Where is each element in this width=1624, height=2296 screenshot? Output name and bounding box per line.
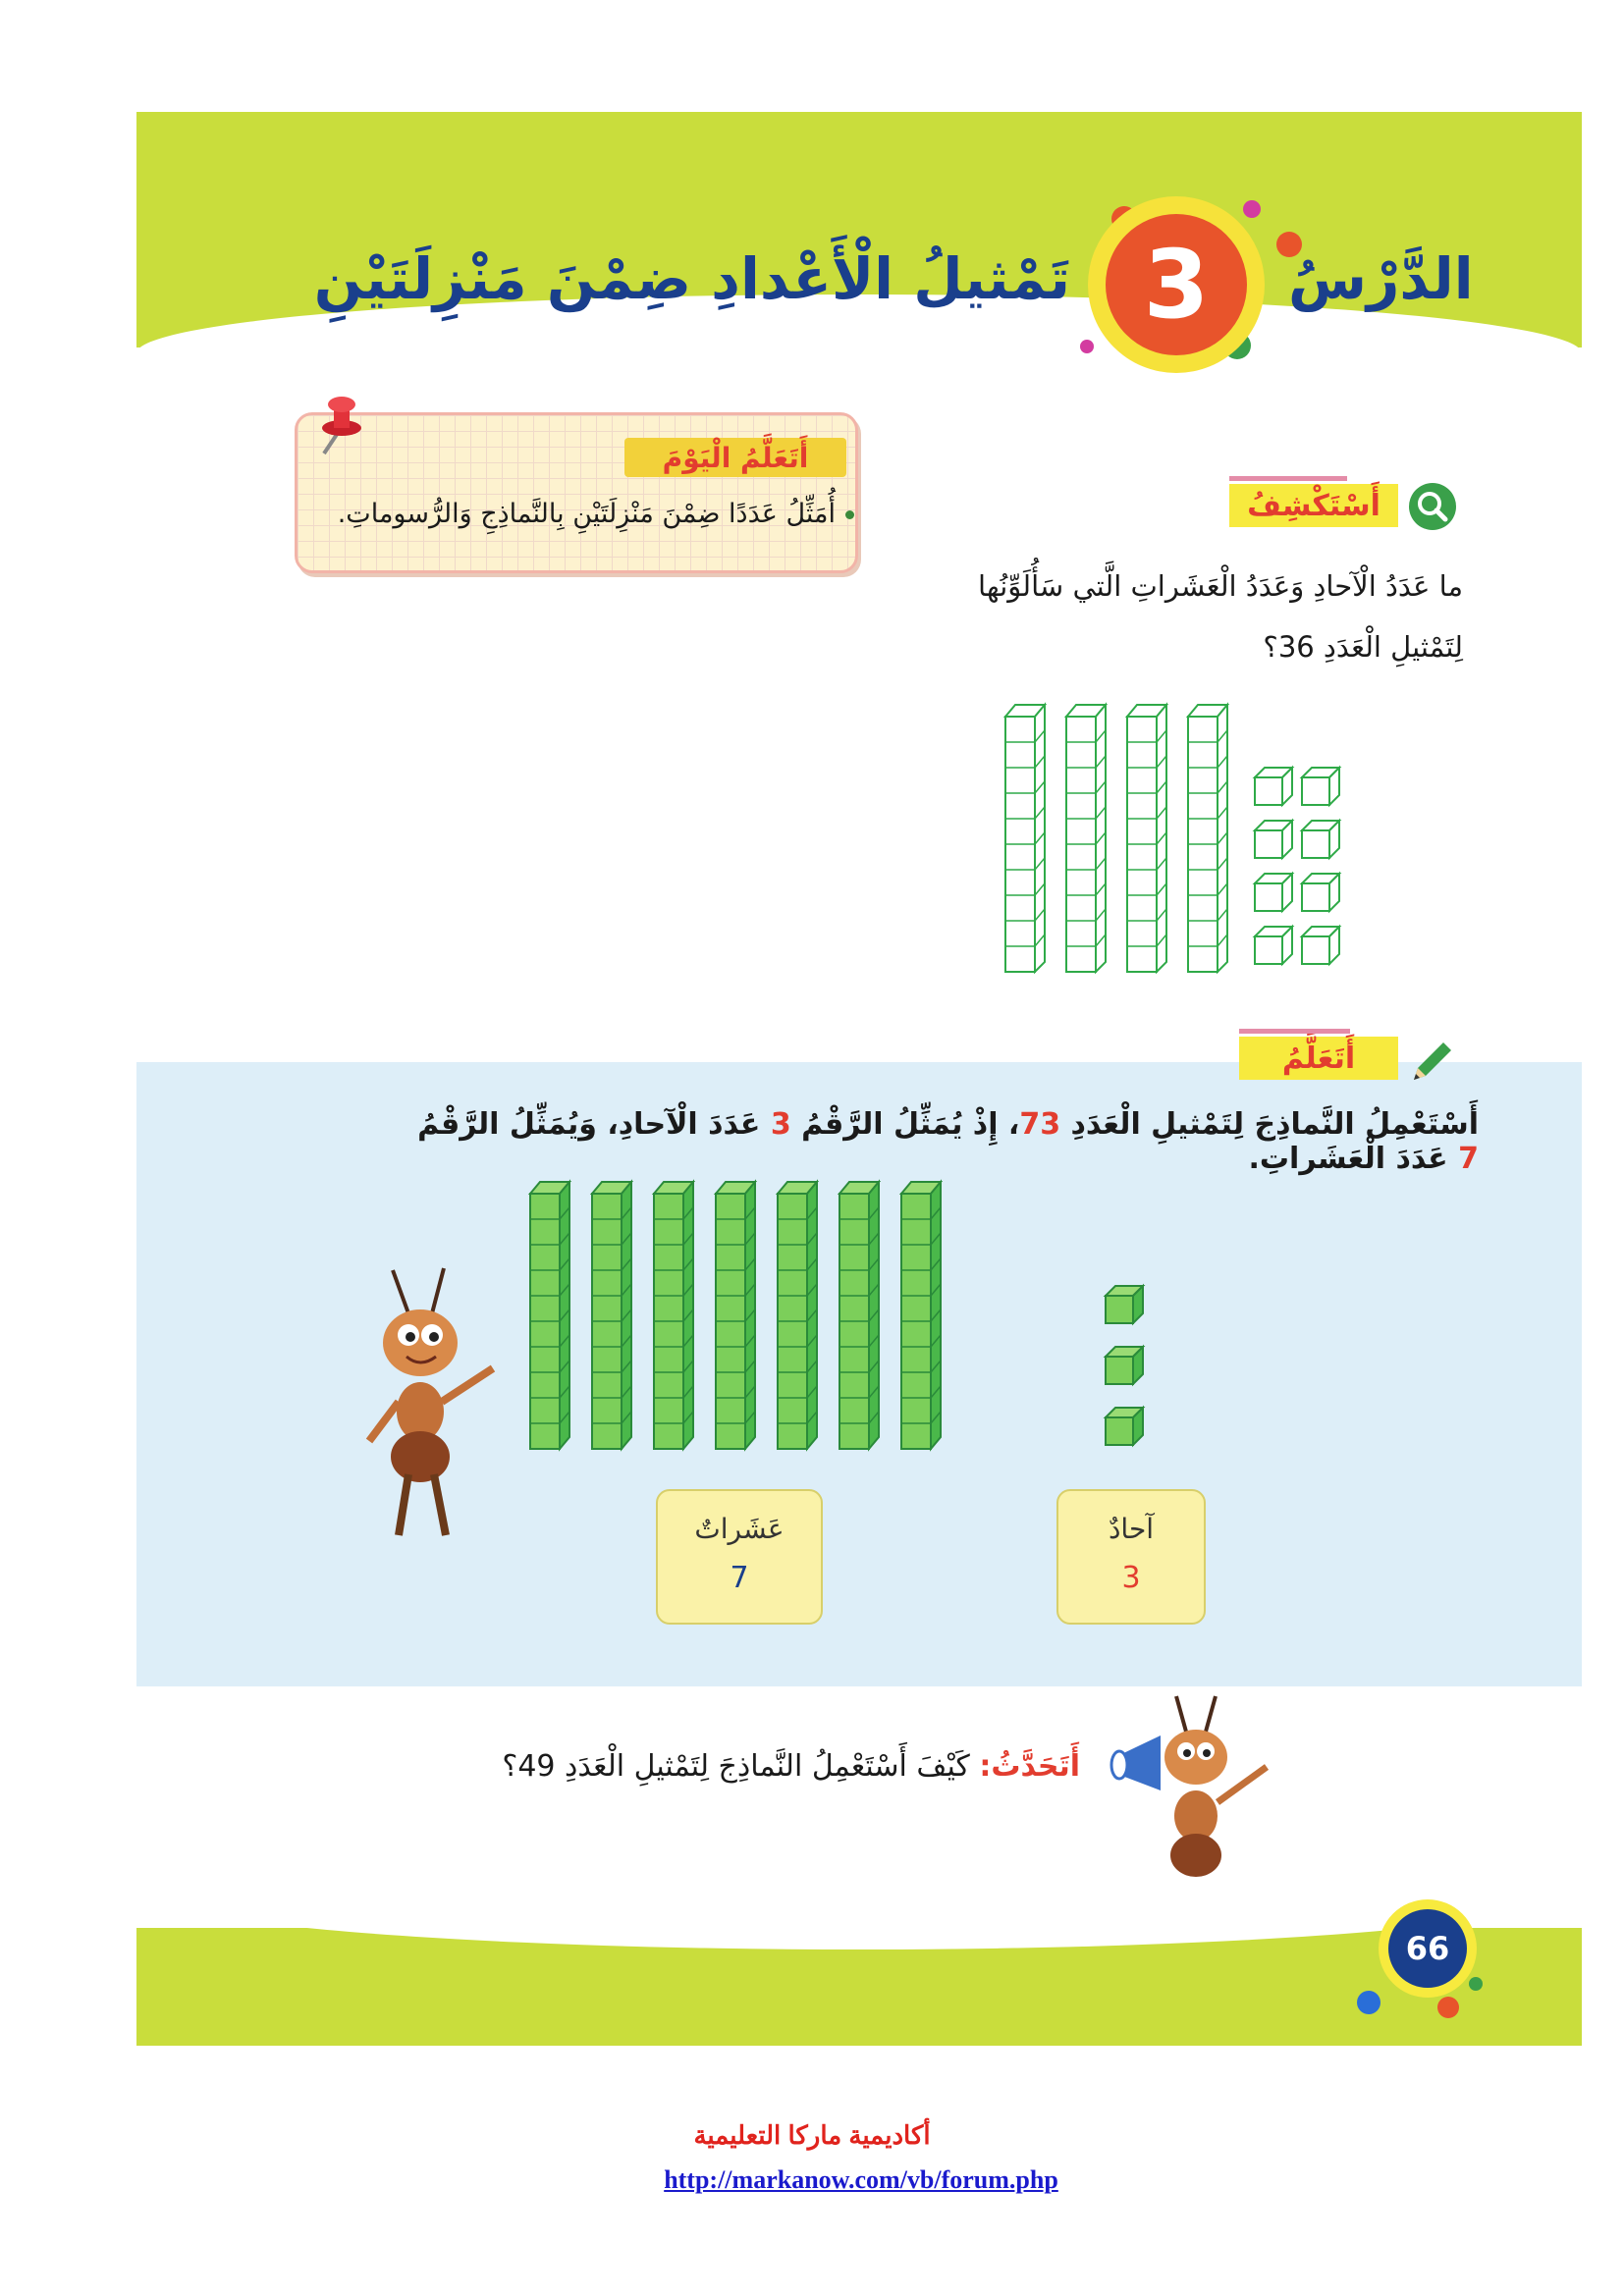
tens-label: عَشَراتٌ [694,1513,785,1545]
decor-dot [1357,1991,1380,2014]
lesson-title: تَمْثيلُ الْأَعْدادِ ضِمْنَ مَنْزِلَتَيْنِ [313,245,1070,312]
tens-place-box [656,1489,823,1625]
lesson-word: الدَّرْسُ [1288,245,1474,312]
explore-question [884,556,1463,677]
tens-rod [901,1182,941,1449]
learn-today-card [295,412,858,573]
tens-rod [1127,705,1166,972]
explore-label-text: أَسْتَكْشِفُ [1247,488,1380,523]
ones-cubes-model [1100,1282,1149,1459]
ones-cube [1302,927,1339,964]
learn-label [1239,1037,1398,1080]
ones-cube [1255,874,1292,911]
ant-mascot-illustration [350,1264,497,1549]
decor-dot [1469,1977,1483,1991]
tens-rod [592,1182,631,1449]
ones-cube [1106,1347,1143,1384]
forum-link[interactable]: http://markanow.com/vb/forum.php [664,2165,1058,2194]
pencil-icon [1406,1037,1457,1086]
number-73: 73 [1019,1107,1061,1142]
academy-name: أكاديمية ماركا التعليمية [693,2120,931,2150]
objective-text: أُمَثِّلُ عَدَدًا ضِمْنَ مَنْزِلَتَيْنِ بِالنَّماذِجِ وَالرُّسوماتِ. [337,499,836,529]
explore-blocks [992,695,1345,980]
learn-today-objective [324,499,854,529]
sentence-text: عَدَدَ الْعَشَراتِ. [1248,1142,1459,1176]
talk-question: كَيْفَ أَسْتَعْمِلُ النَّماذِجَ لِتَمْثيلِ الْعَدَدِ 49؟ [502,1749,980,1784]
tens-rod [1005,705,1045,972]
ones-cube [1302,874,1339,911]
ones-cube [1106,1286,1143,1323]
ant-megaphone-illustration [1100,1692,1286,1885]
ones-cube [1106,1408,1143,1445]
sentence-text: أَسْتَعْمِلُ النَّماذِجَ لِتَمْثيلِ الْعَدَدِ [1060,1107,1479,1142]
tens-rod [716,1182,755,1449]
digit-ones: 3 [770,1107,791,1142]
learn-sentence [393,1107,1479,1176]
learn-label-text: أَتَعَلَّمُ [1281,1041,1356,1076]
tens-rod [654,1182,693,1449]
explore-label [1229,484,1398,527]
ones-cube [1302,821,1339,858]
tens-rod [1188,705,1227,972]
lesson-number: 3 [1106,214,1247,355]
footer-band [136,1928,1582,2046]
tens-rod [530,1182,569,1449]
bullet-icon [845,510,854,519]
talk-label: أَتَحَدَّثُ: [979,1749,1080,1784]
ones-place-box [1056,1489,1206,1625]
ones-cube [1302,768,1339,805]
tens-value: 7 [730,1561,749,1595]
magnifier-icon [1408,482,1457,531]
lesson-header-band [136,112,1582,347]
tens-rod [1066,705,1106,972]
sentence-text: ، إِذْ يُمَثِّلُ الرَّقْمُ [790,1107,1020,1142]
tens-rods-model [520,1172,972,1457]
ones-cube [1255,927,1292,964]
talk-prompt [481,1749,1080,1784]
tens-rod [778,1182,817,1449]
ones-value: 3 [1121,1561,1141,1595]
pushpin-icon [310,391,369,459]
decor-dot [1080,340,1094,353]
explore-question-line1: ما عَدَدُ الْآحادِ وَعَدَدُ الْعَشَراتِ الَّتي سَأُلَوِّنُها [978,569,1463,603]
tens-rod [839,1182,879,1449]
digit-tens: 7 [1458,1142,1479,1176]
decor-dot [1243,200,1261,218]
ones-cube [1255,821,1292,858]
learn-today-label: أَتَعَلَّمُ الْيَوْمَ [624,438,846,477]
ones-cube [1255,768,1292,805]
sentence-text: عَدَدَ الْآحادِ، وَيُمَثِّلُ الرَّقْمُ [417,1107,771,1142]
explore-question-line2: لِتَمْثيلِ الْعَدَدِ 36؟ [1263,630,1463,664]
page-number: 66 [1388,1909,1467,1988]
decor-dot [1437,1997,1459,2018]
ones-label: آحادٌ [1108,1513,1155,1545]
